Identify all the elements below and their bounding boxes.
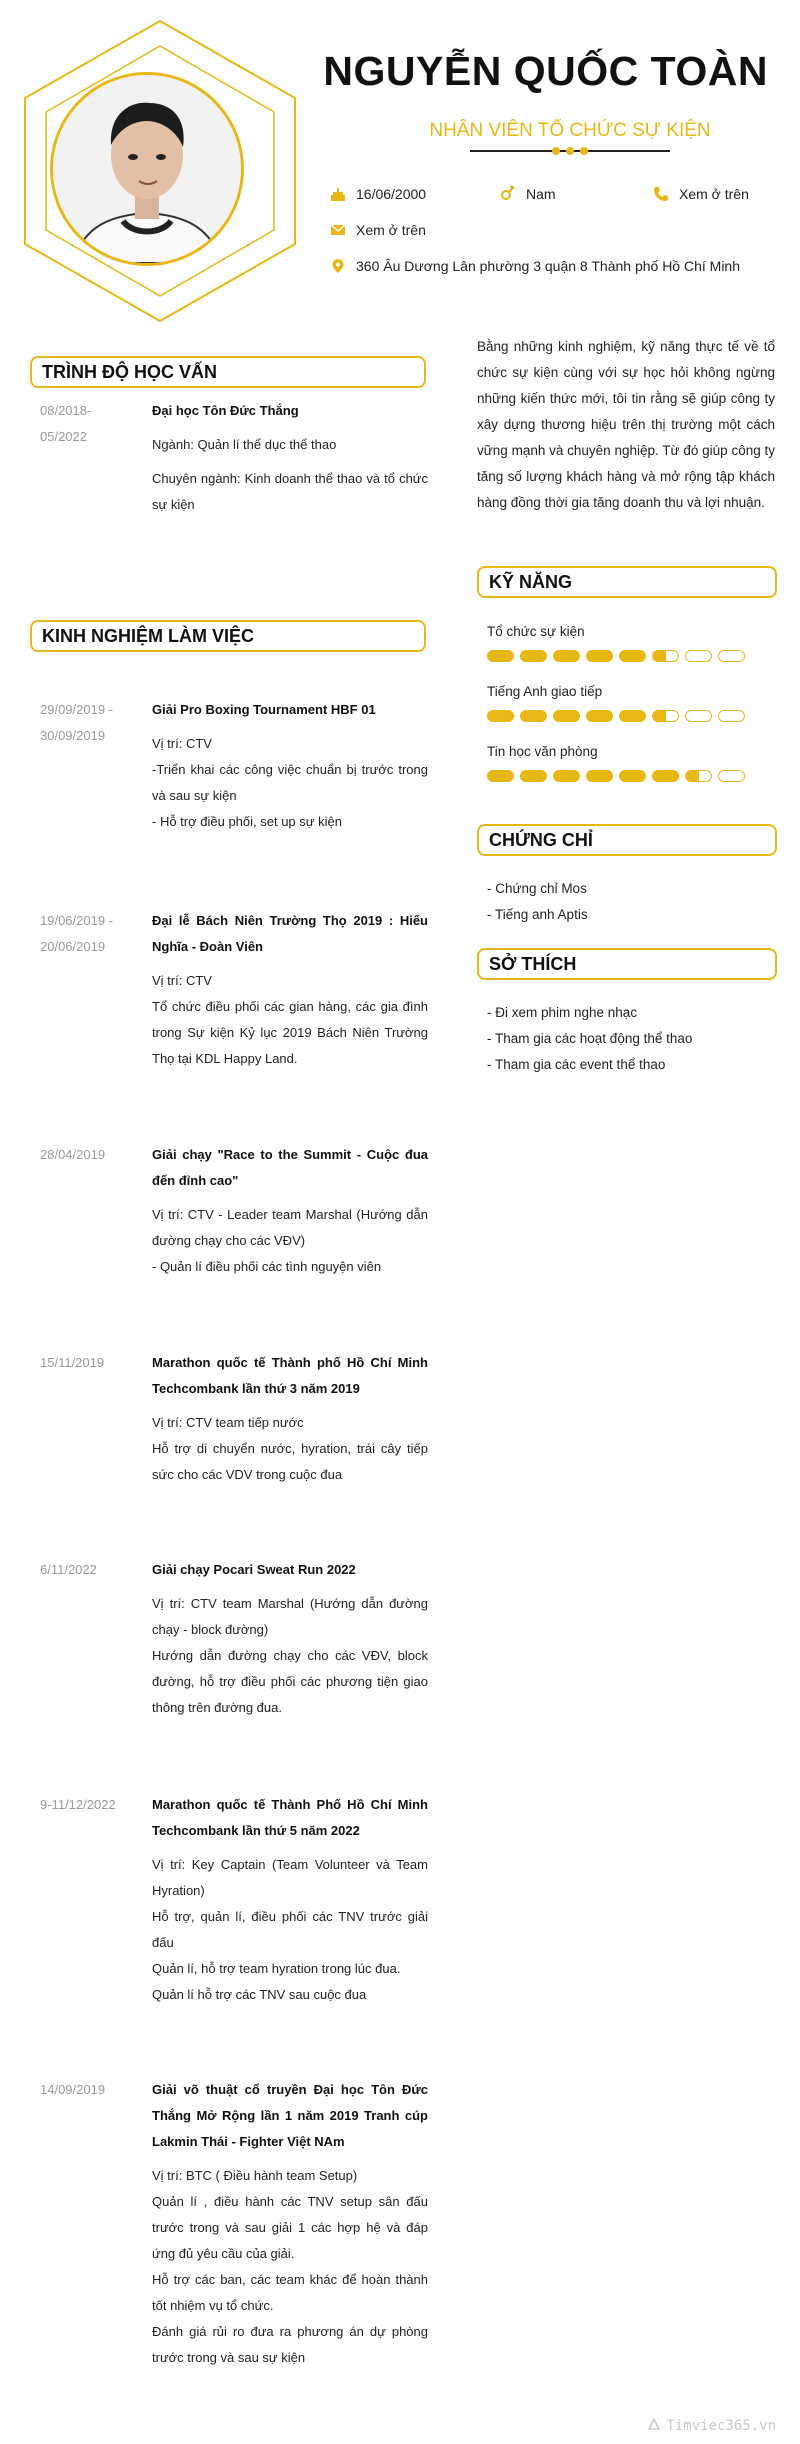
skill-level-segment — [619, 650, 646, 662]
skill-level-bar — [487, 770, 777, 782]
experience-body — [152, 908, 428, 1072]
candidate-name: NGUYỄN QUỐC TOÀN — [323, 48, 768, 94]
experience-line: - Quản lí điều phối các tình nguyện viên — [152, 1259, 382, 1274]
experience-line: Vị trí: CTV — [152, 973, 212, 988]
skill-level-segment — [685, 710, 712, 722]
education-specialization: Chuyên ngành: Kinh doanh thể thao và tổ chức sự kiện — [152, 471, 428, 512]
experience-body — [152, 1350, 428, 1488]
avatar — [50, 72, 244, 266]
experience-line: Đánh giá rủi ro đưa ra phương án dự phòng trước trong và sau sự kiện — [152, 2324, 428, 2365]
skill-level-segment — [520, 650, 547, 662]
phone-icon — [653, 186, 669, 202]
experience-heading: KINH NGHIỆM LÀM VIỆC — [30, 620, 426, 652]
title-divider-dots — [552, 146, 588, 156]
experience-line: Vị trí: CTV - Leader team Marshal (Hướng dẫn đường chạy cho các VĐV) — [152, 1207, 428, 1248]
education-heading: TRÌNH ĐỘ HỌC VẤN — [30, 356, 426, 388]
education-body — [152, 398, 428, 526]
email-row — [330, 222, 426, 238]
skill-level-segment — [652, 710, 679, 722]
experience-line: Vị trí: Key Captain (Team Volunteer và Team Hyration) — [152, 1857, 428, 1898]
skill-name: Tin học văn phòng — [487, 744, 598, 759]
education-entry — [40, 398, 428, 528]
gender-row — [500, 186, 556, 202]
email-value: Xem ở trên — [356, 222, 426, 238]
certificate-item: - Tiếng anh Aptis — [487, 907, 588, 922]
experience-line: Quản lí, hỗ trợ team hyration trong lúc đua. — [152, 1961, 401, 1976]
certificate-item: - Chứng chỉ Mos — [487, 881, 587, 896]
brand-name: Timviec365.vn — [666, 2418, 776, 2434]
location-pin-icon — [330, 258, 346, 274]
skill-level-segment — [553, 650, 580, 662]
skill-level-segment — [487, 770, 514, 782]
hobbies-heading: SỞ THÍCH — [477, 948, 777, 980]
experience-line: - Hỗ trợ điều phối, set up sự kiện — [152, 814, 342, 829]
experience-title: Giải chạy "Race to the Summit - Cuộc đua đến đỉnh cao" — [152, 1147, 428, 1188]
skills-heading: KỸ NĂNG — [477, 566, 777, 598]
cake-icon — [330, 186, 346, 202]
skill-level-bar — [487, 650, 777, 662]
skill-level-segment — [685, 770, 712, 782]
experience-line: Hỗ trợ các ban, các team khác để hoàn thành tốt nhiệm vụ tổ chức. — [152, 2272, 428, 2313]
experience-date: 15/11/2019 — [40, 1355, 105, 1370]
skill-level-segment — [586, 770, 613, 782]
birthday-value: 16/06/2000 — [356, 186, 427, 202]
skill-level-segment — [619, 770, 646, 782]
phone-row — [653, 186, 749, 202]
experience-line: Hướng dẫn đường chạy cho các VĐV, block đường, hỗ trợ điều phối các phương tiện giao thông trên đường đua. — [152, 1648, 428, 1715]
experience-title: Giải chạy Pocari Sweat Run 2022 — [152, 1562, 356, 1577]
experience-body — [152, 1792, 428, 2008]
experience-date: 6/11/2022 — [40, 1562, 97, 1577]
experience-title: Marathon quốc tế Thành phố Hồ Chí Minh Techcombank lần thứ 3 năm 2019 — [152, 1355, 428, 1396]
skill-item — [487, 742, 777, 782]
skill-level-segment — [520, 710, 547, 722]
experience-line: Hỗ trợ di chuyển nước, hyration, trái cây tiếp sức cho các VDV trong cuộc đua — [152, 1441, 428, 1482]
certificates-list — [487, 876, 777, 928]
experience-date: 29/09/2019 - 30/09/2019 — [40, 702, 114, 743]
skill-level-segment — [718, 770, 745, 782]
school-name: Đại học Tôn Đức Thắng — [152, 403, 299, 418]
experience-line: Quản lí , điều hành các TNV setup sân đấu trước trong và sau giải 1 các hợp hệ và đáp ứng đủ yêu cầu của giải. — [152, 2194, 428, 2261]
gender-icon — [500, 186, 516, 202]
experience-line: Quản lí hỗ trợ các TNV sau cuộc đua — [152, 1987, 367, 2002]
skill-level-segment — [652, 770, 679, 782]
skill-level-segment — [487, 650, 514, 662]
experience-line: Vị trí: BTC ( Điều hành team Setup) — [152, 2168, 358, 2183]
hobbies-list — [487, 1000, 777, 1078]
experience-date: 9-11/12/2022 — [40, 1797, 116, 1812]
watermark — [648, 2418, 776, 2434]
skill-name: Tiếng Anh giao tiếp — [487, 684, 603, 699]
experience-body — [152, 697, 428, 835]
certificates-heading: CHỨNG CHỈ — [477, 824, 777, 856]
hobby-item: - Tham gia các hoạt động thể thao — [487, 1031, 693, 1046]
skill-level-bar — [487, 710, 777, 722]
experience-line: Vị trí: CTV team tiếp nước — [152, 1415, 304, 1430]
skill-item — [487, 622, 777, 662]
experience-date: 28/04/2019 — [40, 1147, 106, 1162]
experience-line: -Triển khai các công việc chuẩn bị trước trong và sau sự kiện — [152, 762, 428, 803]
skill-level-segment — [520, 770, 547, 782]
hobby-item: - Tham gia các event thể thao — [487, 1057, 666, 1072]
brand-logo-icon — [648, 2418, 660, 2434]
experience-date: 19/06/2019 - 20/06/2019 — [40, 913, 114, 954]
skill-level-segment — [553, 710, 580, 722]
skill-level-segment — [586, 710, 613, 722]
experience-title: Giải Pro Boxing Tournament HBF 01 — [152, 702, 376, 717]
education-date: 08/2018- 05/2022 — [40, 403, 92, 444]
skill-item — [487, 682, 777, 722]
job-title: NHÂN VIÊN TỔ CHỨC SỰ KIỆN — [429, 120, 711, 141]
experience-body — [152, 2077, 428, 2371]
experience-title: Giải võ thuật cổ truyền Đại học Tôn Đức Thắng Mở Rộng lần 1 năm 2019 Tranh cúp Lakmin Thái - Fighter Việt NAm — [152, 2082, 428, 2149]
skill-level-segment — [685, 650, 712, 662]
experience-line: Hỗ trợ, quản lí, điều phối các TNV trước giải đấu — [152, 1909, 428, 1950]
phone-value: Xem ở trên — [679, 186, 749, 202]
skill-level-segment — [718, 650, 745, 662]
skill-level-segment — [652, 650, 679, 662]
experience-body — [152, 1557, 428, 1721]
skill-level-segment — [553, 770, 580, 782]
experience-title: Đại lễ Bách Niên Trường Thọ 2019 : Hiếu Nghĩa - Đoàn Viên — [152, 913, 428, 954]
envelope-icon — [330, 222, 346, 238]
experience-date: 14/09/2019 — [40, 2082, 106, 2097]
gender-value: Nam — [526, 186, 556, 202]
career-summary: Bằng những kinh nghiệm, kỹ năng thực tế về tổ chức sự kiện cùng với sự học hỏi không ngừng những kiến thức mới, tôi tin rằng sẽ giúp công ty xây dựng thương hiệu trên thị trường một cách vững mạnh và chuyên nghiệp. Từ đó giúp công ty tăng số lượng khách hàng và mở rộng tập khách hàng đồng thời gia tăng doanh thu và lợi nhuận. — [477, 339, 775, 510]
experience-body — [152, 1142, 428, 1280]
hobby-item: - Đi xem phim nghe nhạc — [487, 1005, 638, 1020]
experience-line: Tổ chức điều phối các gian hàng, các gia đình trong Sự kiện Kỷ lục 2019 Bách Niên Trường Thọ tại KDL Happy Land. — [152, 999, 428, 1066]
birthday-row — [330, 186, 426, 202]
experience-line: Vị trí: CTV — [152, 736, 212, 751]
skill-name: Tổ chức sự kiện — [487, 624, 585, 639]
education-major: Ngành: Quản lí thể dục thể thao — [152, 437, 337, 452]
skill-level-segment — [586, 650, 613, 662]
skill-level-segment — [718, 710, 745, 722]
experience-line: Vị trí: CTV team Marshal (Hướng dẫn đường chạy - block đường) — [152, 1596, 428, 1637]
address-row — [330, 258, 740, 274]
address-value: 360 Âu Dương Lân phường 3 quận 8 Thành phố Hồ Chí Minh — [356, 258, 740, 274]
skill-level-segment — [487, 710, 514, 722]
skill-level-segment — [619, 710, 646, 722]
experience-title: Marathon quốc tế Thành Phố Hồ Chí Minh Techcombank lần thứ 5 năm 2022 — [152, 1797, 428, 1838]
